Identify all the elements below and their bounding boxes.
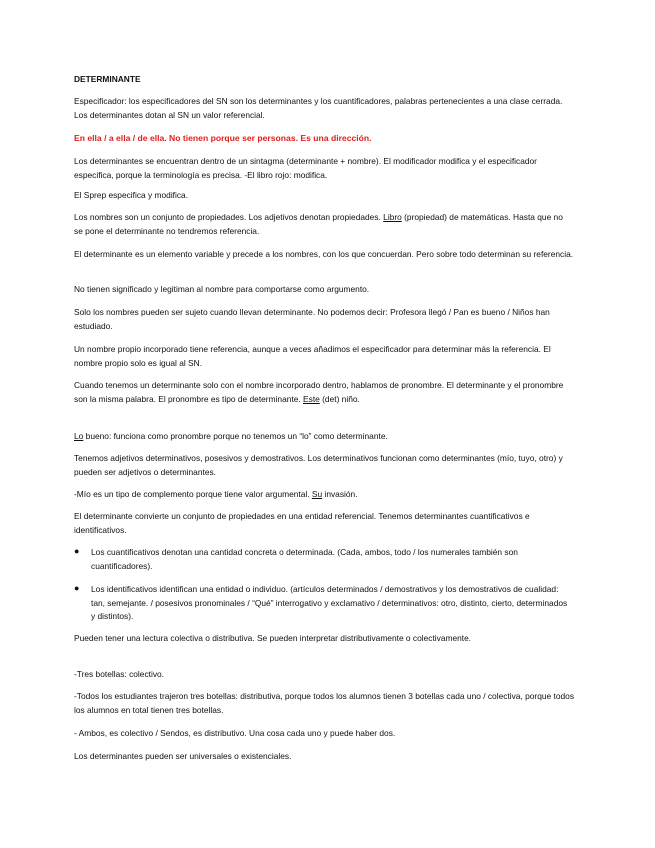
paragraph-propiedades <box>74 211 574 238</box>
paragraph-adjetivos: Tenemos adjetivos determinativos, posesivos y demostrativos. Los determinativos funcionan como determinantes (mío, tuyo, otro) y pueden ser adjetivos o determinantes. <box>74 453 563 477</box>
text-segment: bueno: funciona como pronombre porque no tenemos un “lo” como determinante. <box>83 431 388 441</box>
paragraph-pronombre <box>74 379 574 406</box>
underlined-word: Libro <box>383 212 402 222</box>
paragraph-variable: El determinante es un elemento variable y precede a los nombres, con los que concuerdan. Pero sobre todo determinan su referencia. <box>74 249 574 259</box>
paragraph-convierte: El determinante convierte un conjunto de propiedades en una entidad referencial. Tenemos determinantes cuantificativos e identificativos. <box>74 511 530 535</box>
paragraph-lo-bueno <box>74 430 574 444</box>
document-title: DETERMINANTE <box>74 74 141 84</box>
text-segment: Los nombres son un conjunto de propiedades. Los adjetivos denotan propiedades. <box>74 212 384 222</box>
paragraph-nombre-propio: Un nombre propio incorporado tiene referencia, aunque a veces añadimos el especificador para determinar más la referencia. El nombre propio solo es igual al SN. <box>74 344 551 368</box>
underlined-word: Su <box>311 489 323 499</box>
highlighted-note: En ella / a ella / de ella. No tienen porque ser personas. Es una dirección. <box>74 133 372 143</box>
paragraph-sintagma: Los determinantes se encuentran dentro de un sintagma (determinante + nombre). El modificador modifica y el especificador especifica, porque la terminología es precisa. -El libro rojo: modifica. <box>74 156 537 180</box>
paragraph-universales: Los determinantes pueden ser universales o existenciales. <box>74 751 292 761</box>
list-item: Los identificativos identifican una entidad o individuo. (artículos determinados / demostrativos y los demostrativos de cualidad: tan, semejante. / posesivos pronominales / “Qué” interrogativo y exclamativo / determinativos: otro, distinto, cierto, determinados y distintos). <box>91 584 568 622</box>
text-segment: -Mío es un tipo de complemento porque tiene valor argumental. <box>74 489 312 499</box>
text-segment: Cuando tenemos un determinante solo con el nombre incorporado dentro, hablamos de pronombre. El determinante y el pronombre son la misma palabra. El pronombre es tipo de determinante. <box>74 380 564 404</box>
paragraph-tres-botellas: -Tres botellas: colectivo. <box>74 669 164 679</box>
paragraph-todos: -Todos los estudiantes trajeron tres botellas: distributiva, porque todos los alumnos tienen 3 botellas cada uno / colectiva, porque todos los alumnos en total tienen tres botellas. <box>74 691 575 715</box>
paragraph-sujeto: Solo los nombres pueden ser sujeto cuando llevan determinante. No podemos decir: Profesora llegó / Pan es bueno / Niños han estudiado. <box>74 307 550 331</box>
text-segment: invasión. <box>322 489 358 499</box>
underlined-word: Lo <box>74 431 84 441</box>
paragraph-ambos: - Ambos, es colectivo / Sendos, es distributivo. Una cosa cada uno y puede haber dos. <box>74 728 396 738</box>
paragraph-especificador: Especificador: los especificadores del SN son los determinantes y los cuantificadores, palabras pertenecientes a una clase cerrada. Los determinantes dotan al SN un valor referencial. <box>74 96 563 120</box>
list-item: Los cuantificativos denotan una cantidad concreta o determinada. (Cada, ambos, todo / los numerales también son cuantificadores). <box>91 547 518 571</box>
text-segment: (propiedad) de matemáticas. Hasta que no se pone el determinante no tendremos referencia. <box>74 212 563 236</box>
underlined-word: Este <box>303 393 320 404</box>
paragraph-sprep: El Sprep especifica y modifica. <box>74 190 189 200</box>
paragraph-lectura: Pueden tener una lectura colectiva o distributiva. Se pueden interpretar distributivamente o colectivamente. <box>74 633 472 643</box>
text-segment: (det) niño. <box>319 393 360 404</box>
bullet-icon: ● <box>74 546 80 556</box>
paragraph-significado: No tienen significado y legitiman al nombre para comportarse como argumento. <box>74 284 370 294</box>
paragraph-mio <box>74 488 574 502</box>
bullet-icon: ● <box>74 583 80 593</box>
